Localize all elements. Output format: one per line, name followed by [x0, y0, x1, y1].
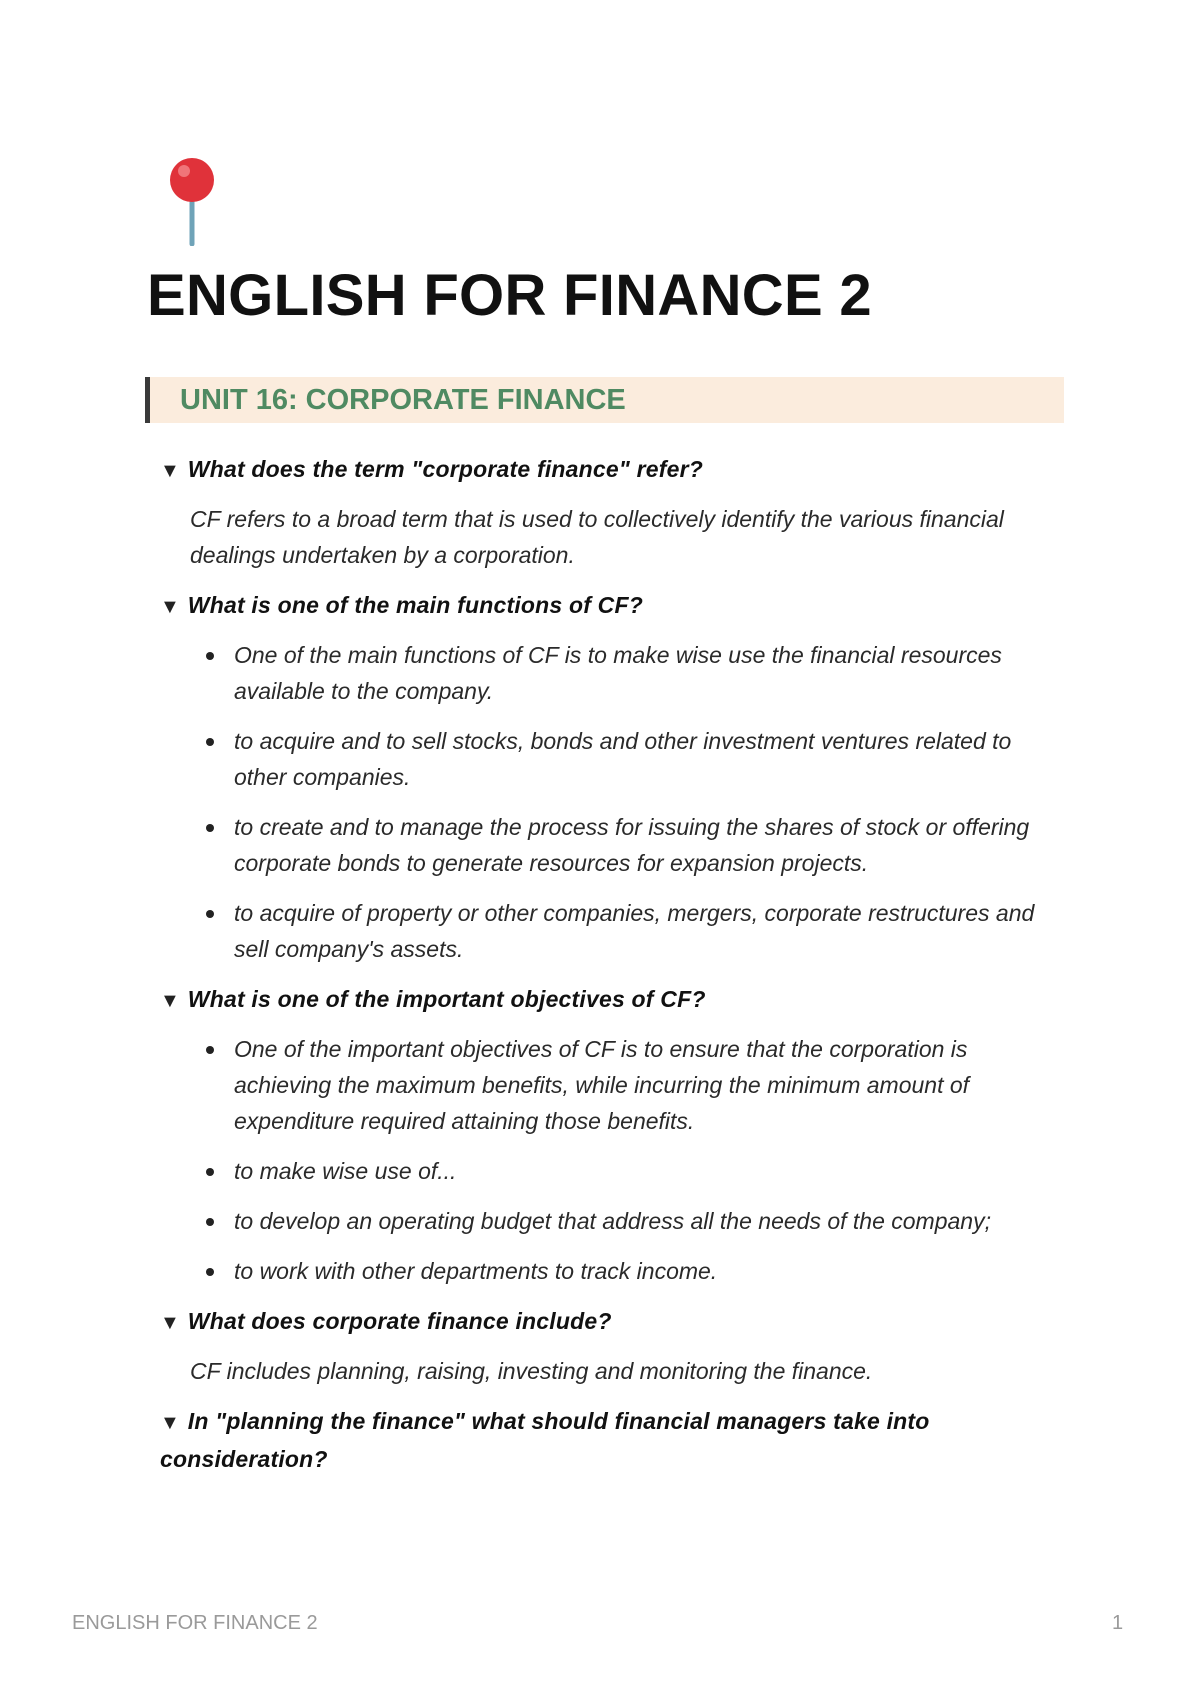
list-item [160, 895, 1070, 967]
toggle-block [160, 587, 1070, 967]
unit-heading-banner [145, 377, 1064, 423]
toggle-down-arrow-icon[interactable]: ▼ [160, 460, 180, 482]
list-item [160, 1253, 1070, 1289]
list-item-text: One of the important objectives of CF is to ensure that the corporation is achieving the maximum benefits, while incurring the minimum amount of expenditure required attaining those benefits. [234, 1036, 970, 1134]
toggle-question-row[interactable] [160, 981, 1070, 1019]
bullet-dot-icon [206, 1046, 214, 1054]
toggle-block [160, 981, 1070, 1289]
toggle-answer: CF includes planning, raising, investing and monitoring the finance. [190, 1358, 873, 1384]
list-item-text: One of the main functions of CF is to make wise use the financial resources available to the company. [234, 642, 1002, 704]
bullet-dot-icon [206, 1218, 214, 1226]
toggle-question: What is one of the important objectives of CF? [187, 986, 706, 1012]
toggle-down-arrow-icon[interactable]: ▼ [160, 1312, 180, 1334]
bullet-list [160, 1031, 1070, 1289]
unit-heading: UNIT 16: CORPORATE FINANCE [180, 384, 626, 416]
bullet-dot-icon [206, 652, 214, 660]
list-item-text: to create and to manage the process for issuing the shares of stock or offering corporate bonds to generate resources for expansion projects. [234, 814, 1030, 876]
page-title: ENGLISH FOR FINANCE 2 [147, 263, 872, 328]
toggle-question: What does corporate finance include? [187, 1308, 612, 1334]
toggle-question-row[interactable] [160, 451, 1070, 489]
toggle-question: In "planning the finance" what should financial managers take into consideration? [160, 1408, 930, 1472]
toggle-down-arrow-icon[interactable]: ▼ [160, 990, 180, 1012]
toggle-question: What does the term "corporate finance" refer? [187, 456, 703, 482]
list-item [160, 809, 1070, 881]
toggle-question-row[interactable] [160, 1303, 1070, 1341]
toggle-answer: CF refers to a broad term that is used to collectively identify the various financial dealings undertaken by a corporation. [190, 506, 1004, 568]
toggle-question: What is one of the main functions of CF? [187, 592, 643, 618]
pushpin-icon [166, 156, 218, 246]
list-item-text: to acquire and to sell stocks, bonds and other investment ventures related to other companies. [234, 728, 1012, 790]
list-item [160, 637, 1070, 709]
toggle-block [160, 451, 1070, 573]
toggle-down-arrow-icon[interactable]: ▼ [160, 596, 180, 618]
list-item-text: to make wise use of... [234, 1158, 457, 1184]
bullet-dot-icon [206, 1268, 214, 1276]
bullet-list [160, 637, 1070, 967]
toggle-question-row[interactable] [160, 587, 1070, 625]
list-item [160, 1153, 1070, 1189]
list-item-text: to acquire of property or other companies, mergers, corporate restructures and sell company's assets. [234, 900, 1035, 962]
bullet-dot-icon [206, 1168, 214, 1176]
page-number: 1 [1112, 1612, 1124, 1634]
footer-title: ENGLISH FOR FINANCE 2 [72, 1612, 318, 1634]
toggle-question-row[interactable] [160, 1403, 1070, 1477]
content-body [160, 451, 1070, 1491]
toggle-block [160, 1303, 1070, 1389]
list-item [160, 1031, 1070, 1139]
toggle-block [160, 1403, 1070, 1477]
list-item-text: to work with other departments to track income. [234, 1258, 718, 1284]
list-item-text: to develop an operating budget that address all the needs of the company; [234, 1208, 991, 1234]
bullet-dot-icon [206, 738, 214, 746]
bullet-dot-icon [206, 824, 214, 832]
toggle-down-arrow-icon[interactable]: ▼ [160, 1412, 180, 1434]
list-item [160, 723, 1070, 795]
list-item [160, 1203, 1070, 1239]
bullet-dot-icon [206, 910, 214, 918]
